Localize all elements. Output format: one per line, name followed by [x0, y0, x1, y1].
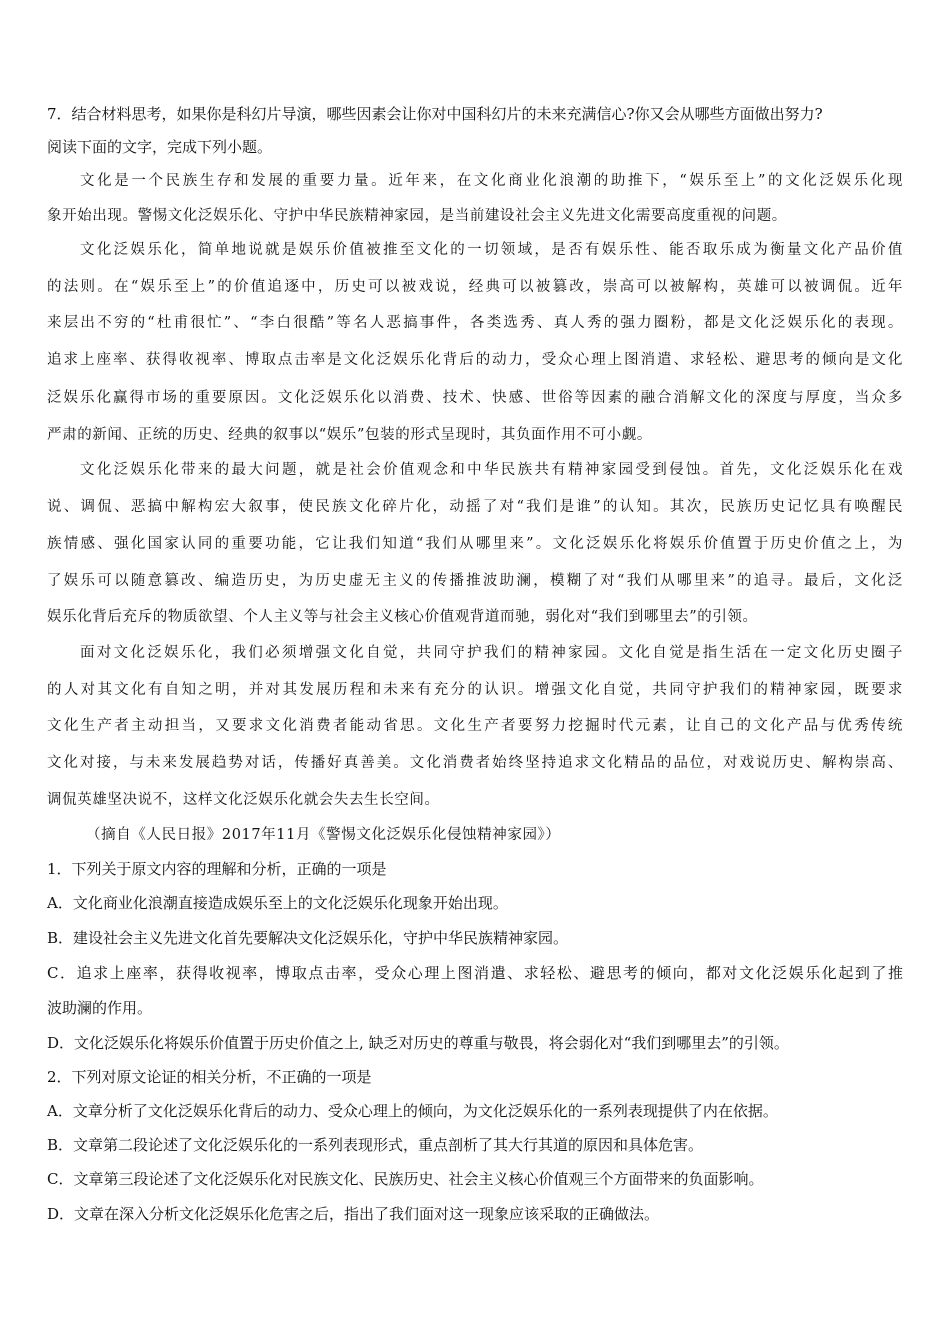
passage-line: 了娱乐可以随意篡改、编造历史，为历史虚无主义的传播推波助澜，模糊了对“我们从哪里来”的追寻。最后，文化泛 [47, 573, 903, 589]
passage-line: 调侃英雄坚决说不，这样文化泛娱乐化就会失去生长空间。 [47, 792, 440, 808]
reading-instruction: 阅读下面的文字，完成下列小题。 [47, 138, 273, 156]
option-d: D．文化泛娱乐化将娱乐价值置于历史价值之上, 缺乏对历史的尊重与敬畏，将会弱化对“我们到哪里去”的引领。 [47, 1034, 789, 1052]
option-b: B．建设社会主义先进文化首先要解决文化泛娱乐化，守护中华民族精神家园。 [47, 929, 569, 947]
passage-line: 严肃的新闻、正统的历史、经典的叙事以“娱乐”包装的形式呈现时，其负面作用不可小觑。 [47, 427, 652, 443]
passage-line: 面对文化泛娱乐化，我们必须增强文化自觉，共同守护我们的精神家园。文化自觉是指生活在一定文化历史圈子 [80, 645, 903, 661]
passage-line: 娱乐化背后充斥的物质欲望、个人主义等与社会主义核心价值观背道而驰，弱化对“我们到哪里去”的引领。 [47, 609, 758, 625]
question-stem: 2．下列对原文论证的相关分析，不正确的一项是 [47, 1068, 372, 1086]
question-7: 7．结合材料思考，如果你是科幻片导演，哪些因素会让你对中国科幻片的未来充满信心?你又会从哪些方面做出努力? [47, 105, 823, 123]
passage-line: 文化对接，与未来发展趋势对话，传播好真善美。文化消费者始终坚持追求文化精品的品位，对戏说历史、解构崇高、 [47, 755, 903, 771]
passage-line: 文化泛娱乐化，简单地说就是娱乐价值被推至文化的一切领域，是否有娱乐性、能否取乐成为衡量文化产品价值 [80, 242, 903, 258]
passage-line: 文化是一个民族生存和发展的重要力量。近年来，在文化商业化浪潮的助推下，“娱乐至上”的文化泛娱乐化现 [80, 173, 903, 189]
passage-line: 来层出不穷的“杜甫很忙”、“李白很酷”等名人恶搞事件，各类选秀、真人秀的强力圈粉，都是文化泛娱乐化的表现。 [47, 315, 903, 331]
option-c: C．文章第三段论述了文化泛娱乐化对民族文化、民族历史、社会主义核心价值观三个方面带来的负面影响。 [47, 1170, 764, 1188]
passage-line: 文化生产者主动担当，又要求文化消费者能动省思。文化生产者要努力挖掘时代元素，让自己的文化产品与优秀传统 [47, 718, 903, 734]
passage-line: 族情感、强化国家认同的重要功能，它让我们知道“我们从哪里来”。文化泛娱乐化将娱乐价值置于历史价值之上，为 [47, 536, 903, 552]
option-c: C．追求上座率，获得收视率，博取点击率，受众心理上图消遣、求轻松、避思考的倾向，都对文化泛娱乐化起到了推 [47, 964, 903, 982]
option-d: D．文章在深入分析文化泛娱乐化危害之后，指出了我们面对这一现象应该采取的正确做法。 [47, 1205, 660, 1223]
option-a: A．文化商业化浪潮直接造成娱乐至上的文化泛娱乐化现象开始出现。 [47, 894, 508, 912]
passage-line: 泛娱乐化赢得市场的重要原因。文化泛娱乐化以消费、技术、快感、世俗等因素的融合消解文化的深度与厚度，当众多 [47, 390, 903, 406]
option-c-continued: 波助澜的作用。 [47, 999, 153, 1017]
option-a: A．文章分析了文化泛娱乐化背后的动力、受众心理上的倾向，为文化泛娱乐化的一系列表现提供了内在依据。 [47, 1102, 778, 1120]
passage-line: 象开始出现。警惕文化泛娱乐化、守护中华民族精神家园，是当前建设社会主义先进文化需要高度重视的问题。 [47, 208, 787, 224]
passage-line: 的人对其文化有自知之明，并对其发展历程和未来有充分的认识。增强文化自觉，共同守护我们的精神家园，既要求 [47, 682, 903, 698]
passage-source: （摘自《人民日报》2017年11月《警惕文化泛娱乐化侵蚀精神家园》） [86, 827, 561, 843]
passage-line: 文化泛娱乐化带来的最大问题，就是社会价值观念和中华民族共有精神家园受到侵蚀。首先，文化泛娱乐化在戏 [80, 462, 903, 478]
passage-line: 追求上座率、获得收视率、博取点击率是文化泛娱乐化背后的动力，受众心理上图消遣、求轻松、避思考的倾向是文化 [47, 352, 903, 368]
passage-line: 说、调侃、恶搞中解构宏大叙事，使民族文化碎片化，动摇了对“我们是谁”的认知。其次，民族历史记忆具有唤醒民 [47, 499, 903, 515]
question-stem: 1．下列关于原文内容的理解和分析，正确的一项是 [47, 860, 387, 878]
option-b: B．文章第二段论述了文化泛娱乐化的一系列表现形式，重点剖析了其大行其道的原因和具体危害。 [47, 1136, 704, 1154]
passage-line: 的法则。在“娱乐至上”的价值追逐中，历史可以被戏说，经典可以被篡改，崇高可以被解构，英雄可以被调侃。近年 [47, 279, 903, 295]
